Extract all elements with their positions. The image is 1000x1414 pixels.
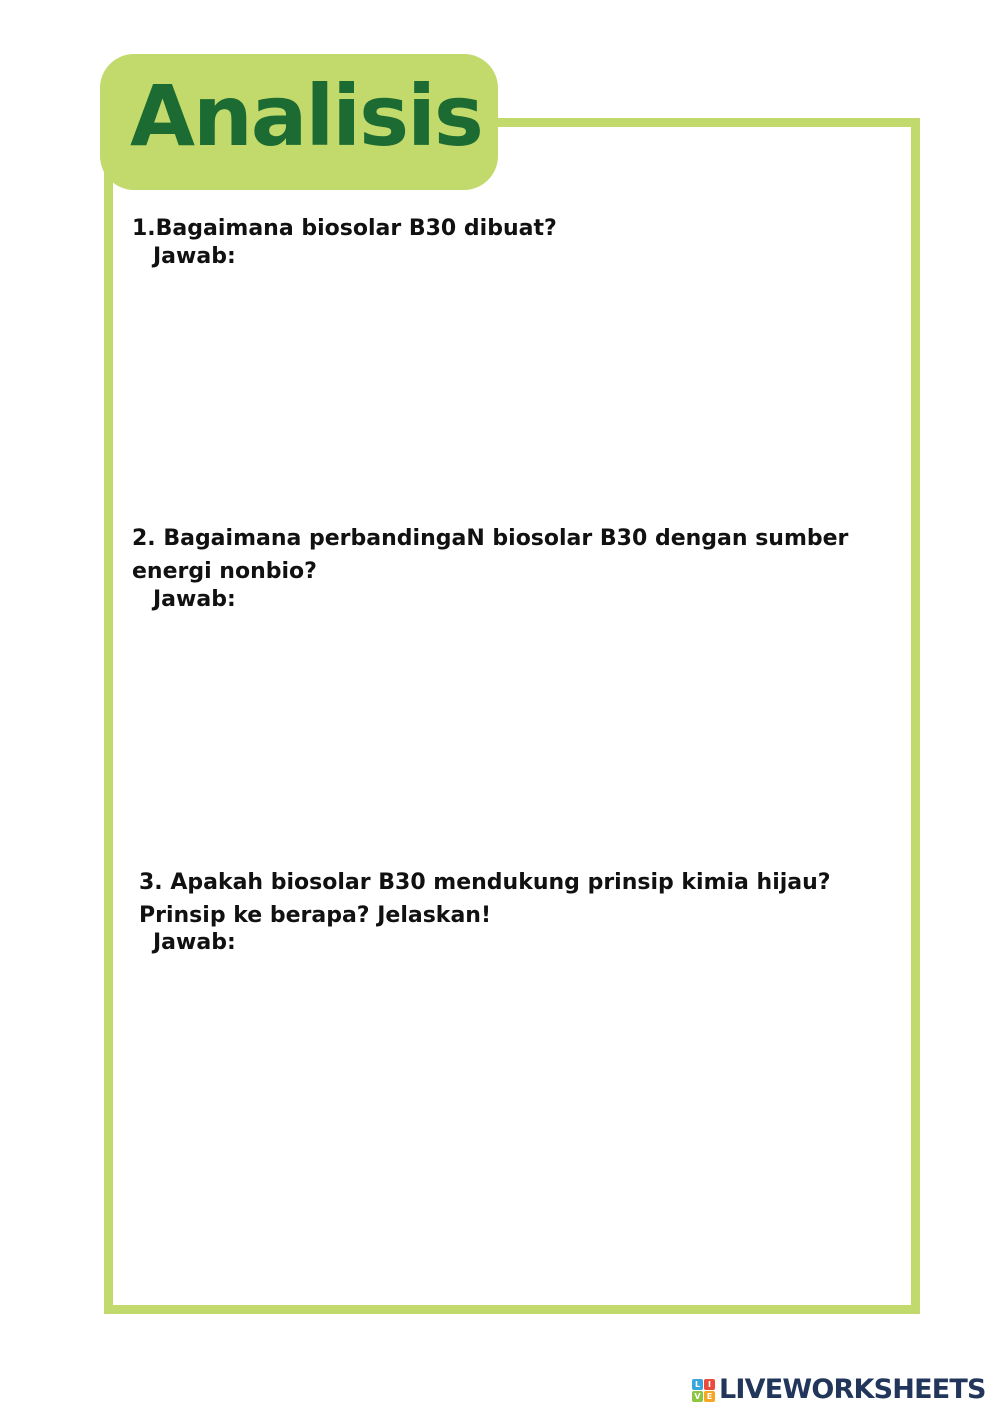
answer-area-3[interactable]	[140, 962, 880, 1262]
liveworksheets-brand	[692, 1374, 986, 1406]
liveworksheets-logo-icon	[692, 1379, 715, 1402]
logo-letter-l: L	[692, 1379, 703, 1390]
answer-label-2: Jawab:	[153, 587, 236, 612]
answer-label-1: Jawab:	[153, 244, 236, 269]
answer-area-1[interactable]	[140, 274, 880, 504]
answer-area-2[interactable]	[140, 618, 880, 848]
answer-label-3: Jawab:	[153, 930, 236, 955]
question-3: 3. Apakah biosolar B30 mendukung prinsip kimia hijau? Prinsip ke berapa? Jelaskan!	[139, 870, 831, 928]
logo-letter-v: V	[692, 1391, 703, 1402]
brand-name: LIVEWORKSHEETS	[719, 1374, 986, 1405]
page-title: Analisis	[130, 67, 482, 165]
logo-letter-i: I	[704, 1379, 715, 1390]
logo-letter-e: E	[704, 1391, 715, 1402]
question-1: 1.Bagaimana biosolar B30 dibuat?	[132, 216, 557, 241]
question-2: 2. Bagaimana perbandingaN biosolar B30 dengan sumber energi nonbio?	[132, 526, 849, 584]
